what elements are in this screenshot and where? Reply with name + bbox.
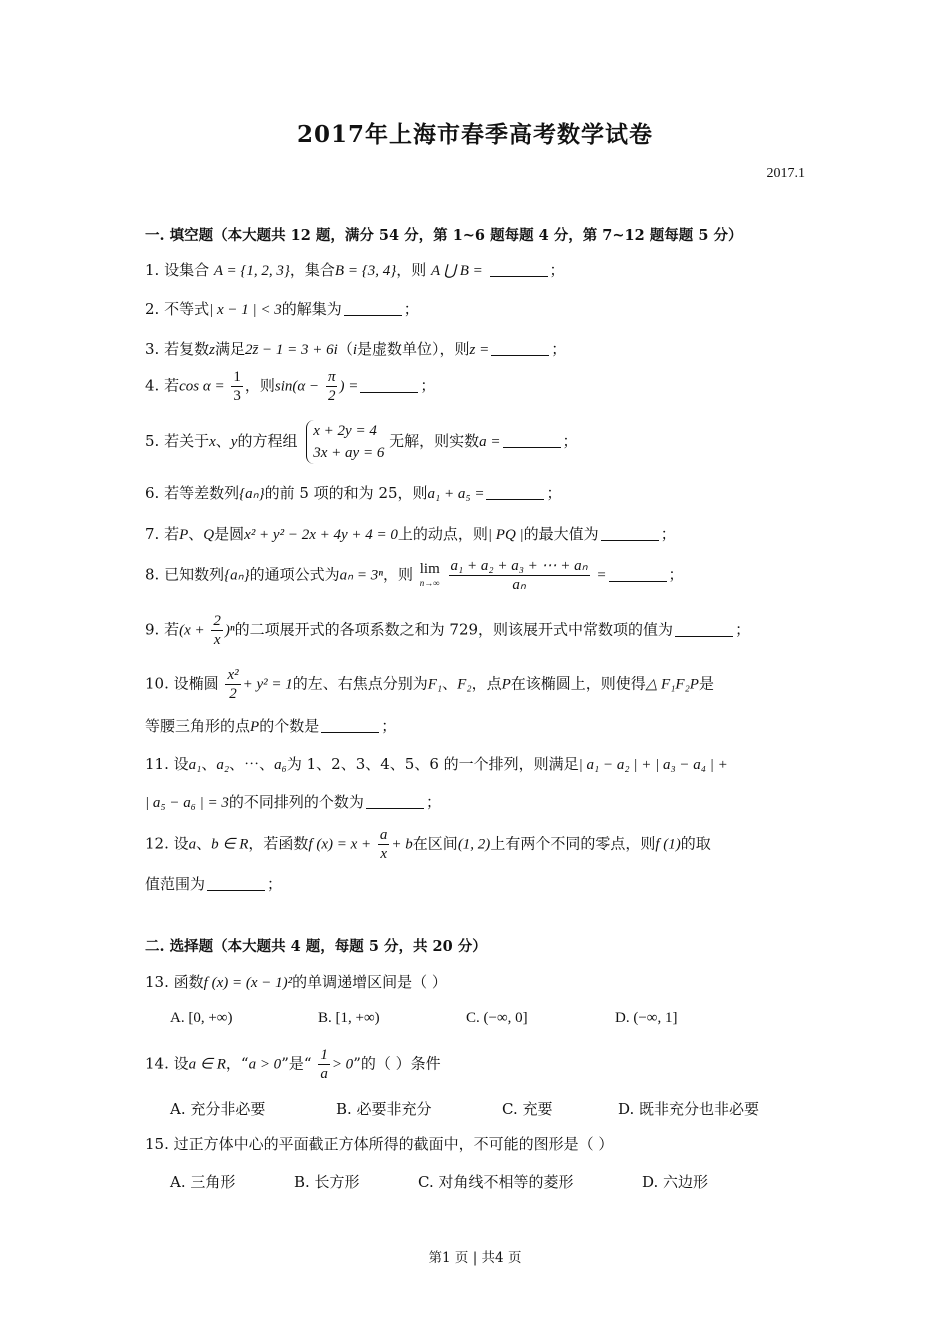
math-expr: a₂ [216, 757, 230, 773]
question-text: ； [381, 717, 397, 735]
question-text: 若等差数列 [164, 484, 240, 502]
question-text: 的左、右焦点分别为 [292, 674, 428, 693]
question-text: 设 [173, 1054, 189, 1073]
fraction-denominator: aₙ [512, 577, 526, 593]
fraction-denominator: x [380, 846, 387, 862]
fraction-numerator: 2 [213, 613, 221, 629]
question-text: ； [425, 793, 441, 811]
fraction-denominator: 3 [233, 388, 241, 404]
question-12 [145, 826, 711, 863]
q14-option-a[interactable]: A. 充分非必要 [170, 1100, 266, 1118]
q13-option-c[interactable]: C. (−∞, 0] [466, 1010, 528, 1026]
question-text: 的解集为 [281, 300, 342, 318]
q14-option-d[interactable]: D. 既非充分也非必要 [618, 1100, 760, 1118]
fraction [211, 612, 223, 649]
question-text: 若 [164, 525, 180, 543]
question-11-line-2 [145, 792, 441, 813]
fraction [225, 666, 240, 703]
math-expr: x² + y² − 2x + 4y + 4 = 0 [244, 527, 398, 543]
question-number: 13. [145, 973, 169, 991]
fraction-numerator: a [379, 827, 388, 843]
question-text: 函数 [173, 973, 204, 991]
limit-operator [420, 562, 440, 590]
question-2 [145, 299, 419, 320]
question-text: 设集合 [164, 261, 210, 279]
math-expr: | x − 1 | < 3 [209, 302, 282, 318]
question-number: 1. [145, 261, 160, 279]
question-text: 若 [164, 376, 180, 395]
q14-option-c[interactable]: C. 充要 [502, 1100, 553, 1118]
fraction [378, 826, 390, 863]
answer-blank[interactable] [503, 433, 561, 448]
question-text: 设椭圆 [173, 674, 219, 693]
question-15 [145, 1134, 613, 1154]
answer-blank[interactable] [486, 485, 544, 500]
q15-option-b[interactable]: B. 长方形 [294, 1173, 360, 1191]
question-text: ； [267, 875, 283, 893]
answer-blank[interactable] [601, 526, 659, 541]
question-text: 过正方体中心的平面截正方体所得的截面中，不可能的图形是（ ） [173, 1135, 614, 1153]
math-expr: a₆ [274, 757, 287, 773]
question-text: ； [660, 525, 676, 543]
question-text: ，集合 [289, 261, 335, 279]
question-number: 9. [145, 620, 160, 639]
question-12-line-2 [145, 874, 282, 894]
equation-line: x + 2y = 4 [313, 423, 377, 439]
question-text: 在该椭圆上，则使得 [510, 674, 646, 693]
math-expr: 2z̄ − 1 = 3 + 6i [244, 342, 338, 358]
question-text: 无解，则实数 [389, 432, 480, 450]
question-text: 上的动点，则 [397, 525, 488, 543]
question-text: （ [337, 340, 353, 358]
math-expr: y [230, 434, 238, 450]
math-expr: = [596, 567, 607, 584]
question-text: ，则 [396, 261, 427, 279]
q14-option-b[interactable]: B. 必要非充分 [336, 1100, 432, 1118]
math-expr: + b [391, 836, 413, 853]
question-text: 是圆 [214, 525, 245, 543]
question-5 [145, 420, 578, 464]
question-text: ； [546, 484, 562, 502]
question-number: 6. [145, 484, 160, 502]
question-text: 的不同排列的个数为 [228, 793, 364, 811]
math-expr: a [188, 836, 197, 853]
question-number: 5. [145, 432, 160, 450]
math-expr: a ∈ R [188, 1056, 226, 1073]
math-expr: z [209, 342, 215, 358]
math-expr: P [179, 527, 189, 543]
answer-blank[interactable] [366, 794, 424, 809]
question-text: 设 [173, 755, 189, 773]
math-expr: Q [203, 527, 215, 543]
question-text: 满足 [214, 340, 245, 358]
question-10 [145, 666, 714, 703]
math-expr: ) = [339, 378, 359, 395]
math-expr: △ F₁F₂P [645, 676, 699, 693]
question-text: ； [562, 432, 578, 450]
question-text: 的方程组 [237, 432, 298, 450]
question-text: ； [668, 565, 684, 584]
question-text: ； [420, 376, 436, 395]
page-footer: 第1 页 | 共4 页 [428, 1250, 522, 1266]
fraction-numerator: x² [227, 667, 239, 683]
math-expr: sin(α − [274, 378, 320, 395]
fraction [318, 1046, 330, 1083]
question-text: 的通项公式为 [249, 565, 340, 584]
question-text: 若复数 [164, 340, 210, 358]
limit-subscript: n→∞ [419, 577, 440, 588]
math-expr: {aₙ} [239, 486, 265, 502]
question-text: 不等式 [164, 300, 210, 318]
math-expr: P [250, 719, 260, 735]
question-14 [145, 1046, 441, 1083]
question-10-line-2 [145, 716, 396, 737]
limit-label: lim [419, 560, 440, 577]
math-expr: {aₙ} [224, 567, 250, 584]
math-expr: B = {3, 4} [334, 263, 397, 279]
q13-option-a[interactable]: A. [0, +∞) [170, 1010, 233, 1026]
math-expr: (1, 2) [457, 836, 491, 853]
question-text: 、 [215, 432, 231, 450]
answer-blank[interactable] [490, 262, 548, 277]
math-expr: a = [479, 434, 501, 450]
question-text: 是虚数单位），则 [357, 340, 470, 358]
question-text: 的单调递增区间是（ ） [292, 973, 447, 991]
answer-blank[interactable] [321, 718, 379, 733]
math-expr: i [352, 342, 358, 358]
fraction-numerator: π [327, 369, 336, 385]
question-text: 、 [442, 674, 458, 693]
question-text: ，点 [471, 674, 502, 693]
question-6 [145, 483, 561, 504]
question-number: 15. [145, 1135, 169, 1153]
q13-option-d[interactable]: D. (−∞, 1] [615, 1010, 678, 1026]
math-expr: P [501, 676, 511, 693]
question-text: ”的（ ）条件 [353, 1054, 441, 1073]
question-number: 10. [145, 674, 169, 693]
question-text: 的二项展开式的各项系数之和为 729，则该展开式中常数项的值为 [234, 620, 674, 639]
math-expr: A = {1, 2, 3} [213, 263, 290, 279]
math-expr: cos α = [179, 378, 225, 395]
answer-blank[interactable] [609, 567, 667, 582]
exam-date: 2017.1 [766, 166, 805, 181]
section-2-heading: 二. 选择题（本大题共 4 题，每题 5 分，共 20 分） [145, 938, 487, 955]
q15-option-d[interactable]: D. 六边形 [642, 1173, 709, 1191]
section-1-heading: 一. 填空题（本大题共 12 题，满分 54 分，第 1~6 题每题 4 分，第 7~12 题每题 5 分） [145, 227, 743, 244]
answer-blank[interactable] [207, 876, 265, 891]
question-13 [145, 972, 447, 993]
fraction [326, 368, 338, 405]
equation-line: 3x + ay = 6 [313, 445, 385, 461]
math-expr: a₁ + a₅ = [427, 486, 485, 502]
question-text: 为 1、2、3、4、5、6 的一个排列，则满足 [286, 755, 579, 773]
question-text: ； [403, 300, 419, 318]
math-expr: f (x) = x + [308, 836, 372, 853]
page-title: 2017年上海市春季高考数学试卷 [296, 121, 653, 148]
fraction [231, 368, 243, 405]
math-expr: F₂ [457, 676, 472, 693]
math-expr: | PQ | [487, 527, 524, 543]
fraction-numerator: 1 [233, 369, 241, 385]
question-text: 、⋯、 [229, 755, 275, 773]
question-text: ，“ [225, 1054, 249, 1073]
math-expr: > 0 [331, 1056, 354, 1073]
q15-option-c[interactable]: C. 对角线不相等的菱形 [418, 1173, 574, 1191]
question-text: 上有两个不同的零点，则 [490, 834, 656, 853]
q15-option-a[interactable]: A. 三角形 [170, 1173, 236, 1191]
math-expr: b ∈ R [211, 836, 249, 853]
answer-blank[interactable] [675, 622, 733, 637]
math-expr: x [209, 434, 216, 450]
math-expr: | a₁ − a₂ | + | a₃ − a₄ | + [578, 757, 728, 773]
question-number: 3. [145, 340, 160, 358]
fraction-numerator: a₁ + a₂ + a₃ + ⋯ + aₙ [450, 558, 588, 574]
math-expr: | a₅ − a₆ | = 3 [145, 795, 229, 811]
question-number: 4. [145, 376, 160, 395]
question-text: ； [551, 340, 567, 358]
question-text: 若 [164, 620, 180, 639]
question-text: ，则 [244, 376, 275, 395]
fraction-denominator: x [213, 632, 221, 648]
question-text: 的最大值为 [523, 525, 599, 543]
question-text: 若关于 [164, 432, 210, 450]
math-expr: z = [469, 342, 490, 358]
math-expr: (x + [179, 622, 205, 639]
question-text: 设 [173, 834, 189, 853]
fraction-denominator: a [320, 1066, 328, 1082]
question-text: ”是“ [281, 1054, 312, 1073]
math-expr: aₙ = 3ⁿ [339, 567, 383, 584]
question-text: ，则 [382, 565, 413, 584]
question-3 [145, 339, 566, 360]
question-text: 已知数列 [164, 565, 225, 584]
fraction-denominator: 2 [327, 388, 336, 404]
question-text: 的个数是 [259, 717, 320, 735]
question-number: 2. [145, 300, 160, 318]
question-7 [145, 524, 676, 545]
math-expr: A ⋃ B = [431, 263, 483, 279]
answer-blank[interactable] [491, 341, 549, 356]
fraction [449, 557, 590, 594]
question-text: ； [735, 620, 751, 639]
question-8 [145, 557, 684, 594]
question-text: 的前 5 项的和为 25，则 [264, 484, 428, 502]
math-expr: a₁ [188, 757, 202, 773]
math-expr: )ⁿ [224, 622, 235, 639]
question-9 [145, 612, 750, 649]
question-number: 7. [145, 525, 160, 543]
question-text: ； [549, 261, 565, 279]
question-number: 8. [145, 565, 160, 584]
question-text: 等腰三角形的点 [145, 717, 251, 735]
math-expr: f (1) [655, 836, 681, 853]
question-text: 、 [196, 834, 212, 853]
fraction-denominator: 2 [229, 686, 237, 702]
question-4 [145, 368, 435, 405]
math-expr: a > 0 [248, 1056, 282, 1073]
question-text: 值范围为 [145, 875, 206, 893]
question-number: 11. [145, 755, 169, 773]
answer-blank[interactable] [360, 378, 418, 393]
question-text: 是 [698, 674, 714, 693]
answer-blank[interactable] [344, 301, 402, 316]
math-expr: + y² = 1 [242, 676, 293, 693]
q13-option-b[interactable]: B. [1, +∞) [318, 1010, 380, 1026]
math-expr: F₁ [427, 676, 443, 693]
math-expr: f (x) = (x − 1)² [203, 975, 293, 991]
question-text: 的取 [680, 834, 711, 853]
question-text: 、 [188, 525, 204, 543]
question-text: 、 [201, 755, 217, 773]
question-1 [145, 260, 565, 281]
question-text: 在区间 [412, 834, 458, 853]
fraction-numerator: 1 [320, 1047, 328, 1063]
question-number: 14. [145, 1054, 169, 1073]
question-number: 12. [145, 834, 169, 853]
question-text: ，若函数 [248, 834, 309, 853]
equation-system [306, 420, 384, 464]
question-11 [145, 754, 728, 775]
